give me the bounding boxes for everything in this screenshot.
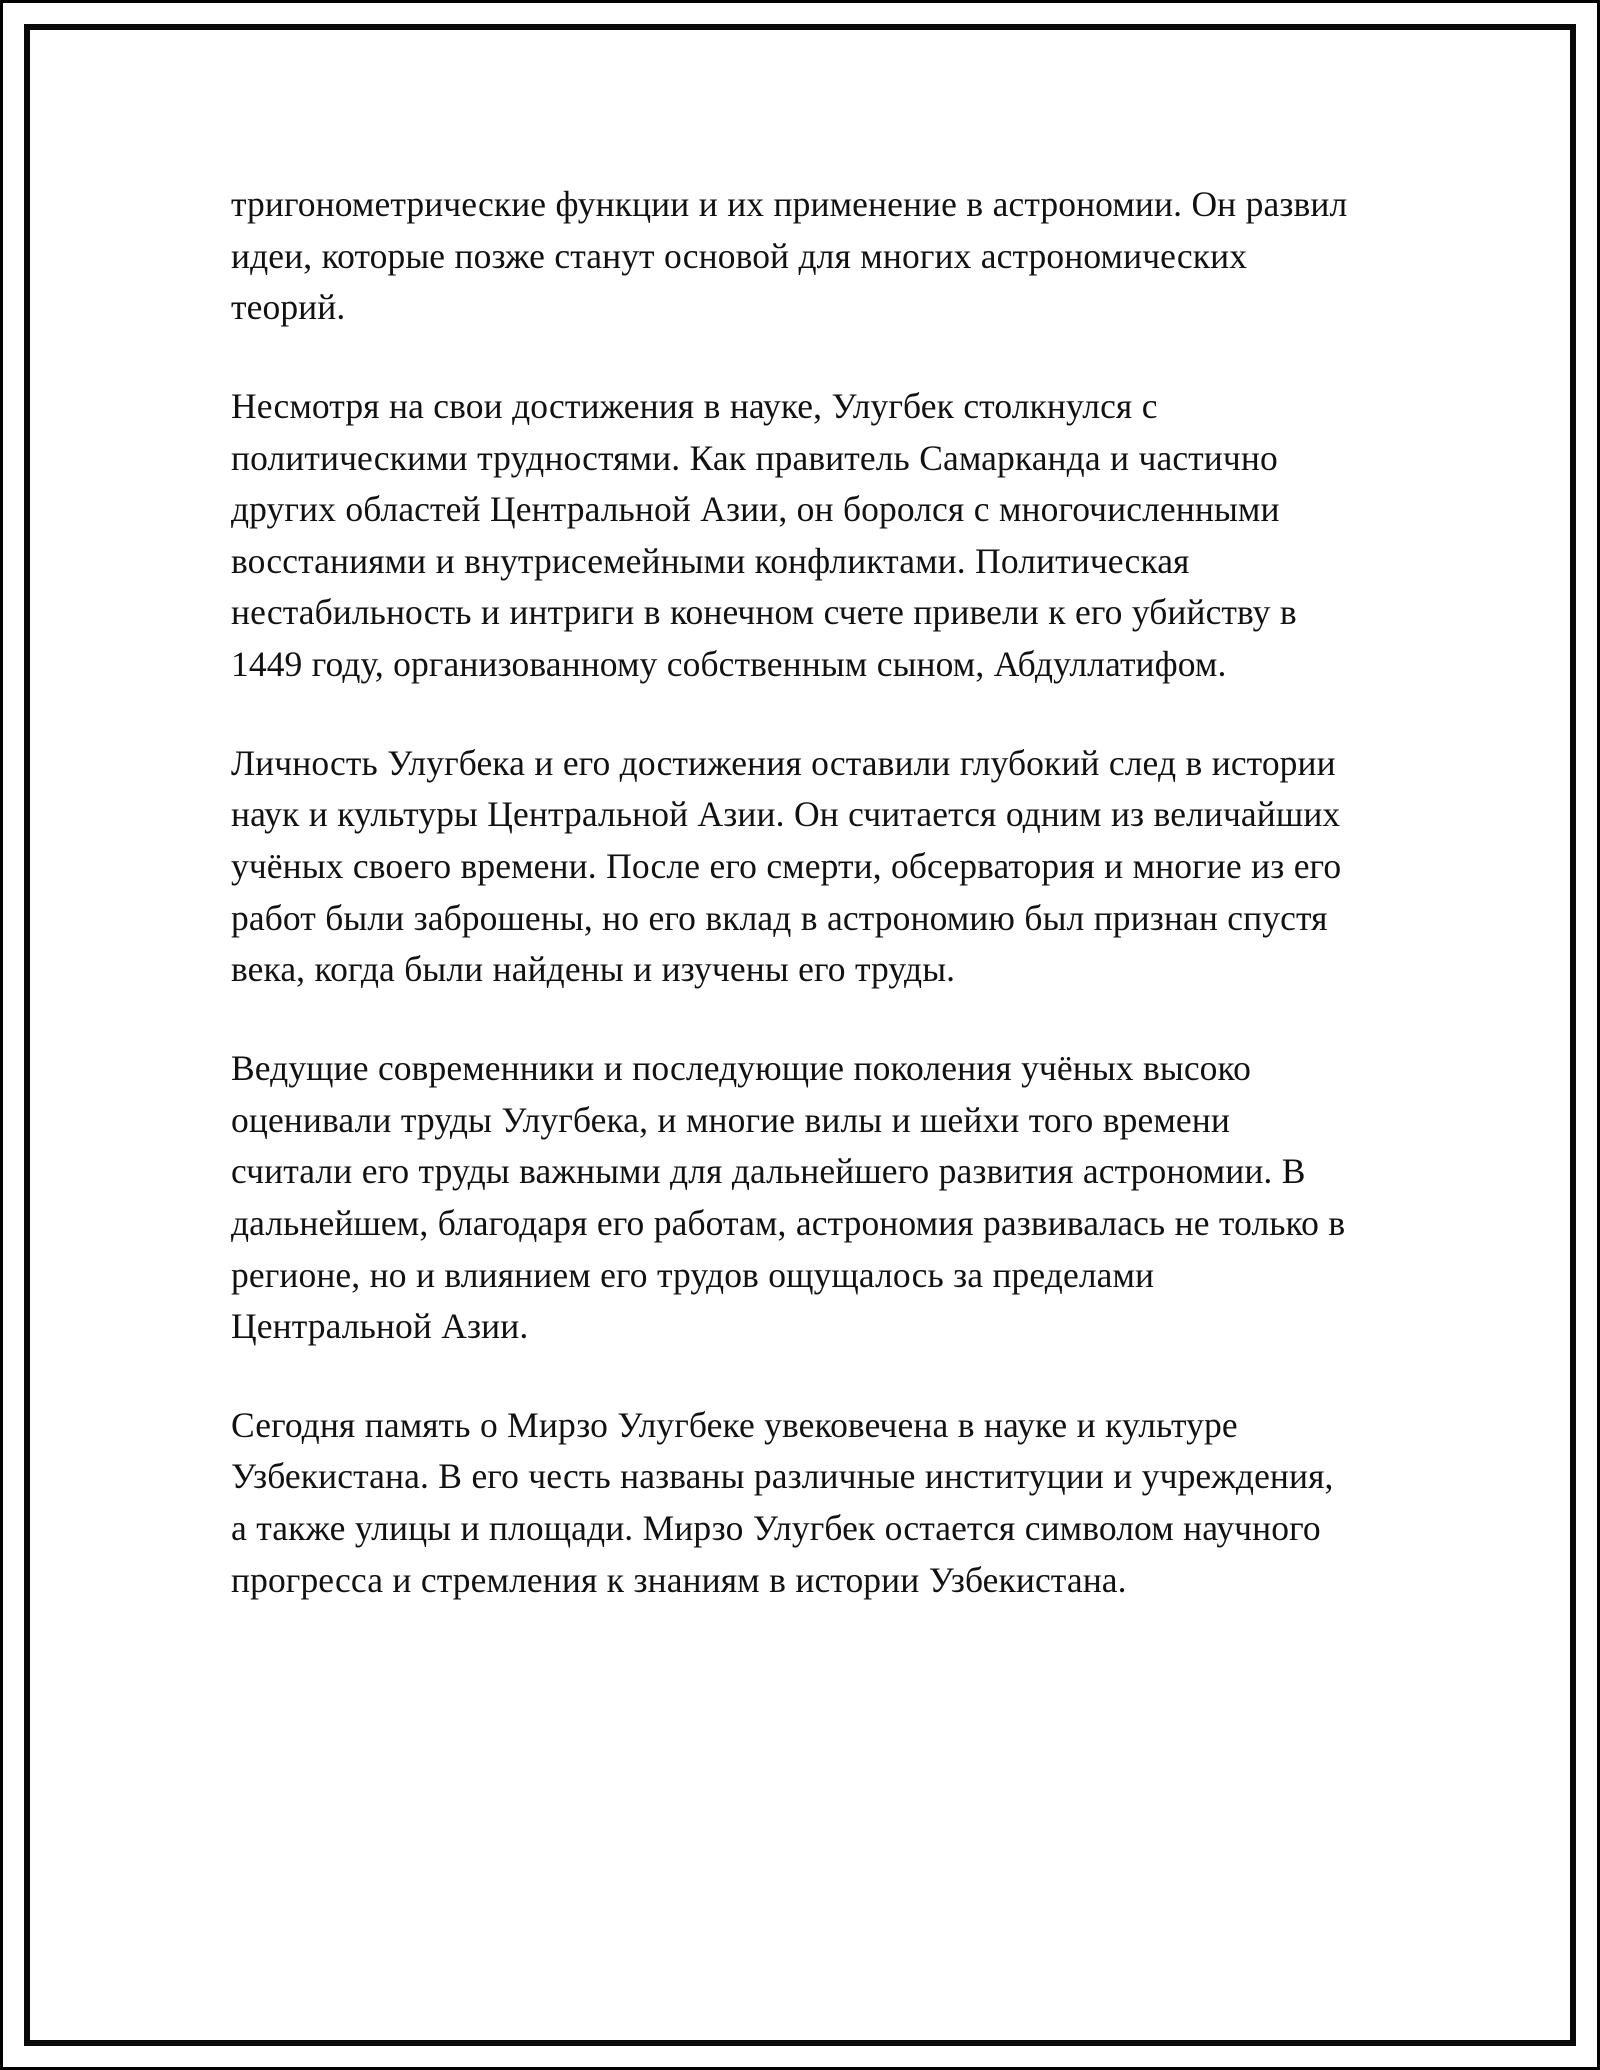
paragraph-continuation: тригонометрические функции и их применение в астрономии. Он развил идеи, которые позже станут основой для многих астрономических теорий. bbox=[231, 184, 1348, 328]
paragraph-political-difficulties: Несмотря на свои достижения в науке, Улугбек столкнулся с политическими трудностями. Как правитель Самарканда и частично других областей Центральной Азии, он боролся с многочисленными восстаниями и внутрисемейными конфликтами. Политическая нестабильность и интриги в конечном счете привели к его убийству в 1449 году, организованному собственным сыном, Абдуллатифом. bbox=[231, 385, 1297, 685]
paragraph-legacy: Личность Улугбека и его достижения оставили глубокий след в истории наук и культуры Центральной Азии. Он считается одним из величайших учёных своего времени. После его смерти, обсерватория и многие из его работ были заброшены, но его вклад в астрономию был признан спустя века, когда были найдены и изучены его труды. bbox=[231, 742, 1342, 990]
paragraph-memory-today: Сегодня память о Мирзо Улугбеке увековечена в науке и культуре Узбекистана. В его честь названы различные институции и учреждения, а также улицы и площади. Мирзо Улугбек остается символом научного прогресса и стремления к знаниям в истории Узбекистана. bbox=[231, 1404, 1334, 1600]
paragraph-contemporaries: Ведущие современники и последующие поколения учёных высоко оценивали труды Улугбека, и многие вилы и шейхи того времени считали его труды важными для дальнейшего развития астрономии. В дальнейшем, благодаря его работам, астрономия развивалась не только в регионе, но и влиянием его трудов ощущалось за пределами Центральной Азии. bbox=[231, 1047, 1346, 1347]
document-text-body bbox=[231, 179, 1353, 1606]
